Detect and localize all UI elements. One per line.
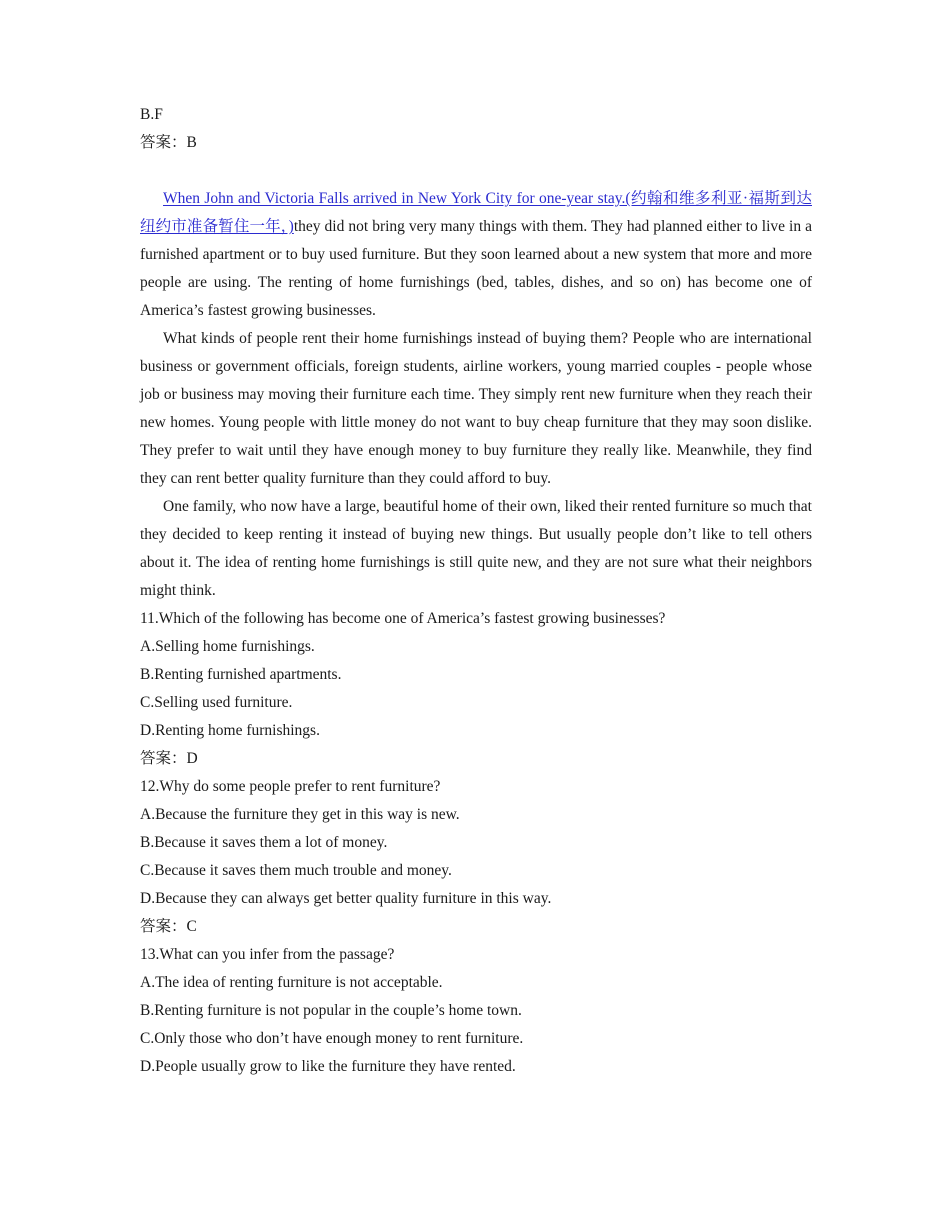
passage-paragraph-1 xyxy=(140,185,812,325)
option-a: A.Because the furniture they get in this way is new. xyxy=(140,806,460,823)
answer-key: 答案：C xyxy=(140,918,197,935)
option-c: C.Selling used furniture. xyxy=(140,694,293,711)
question-11 xyxy=(140,605,812,773)
option-b: B.Renting furniture is not popular in the couple’s home town. xyxy=(140,1002,522,1019)
passage-paragraph-3: One family, who now have a large, beautiful home of their own, liked their rented furniture so much that they decided to keep renting it instead of buying new things. But usually people don’t like to tell others about it. The idea of renting home furnishings is still quite new, and they are not sure what their neighbors might think. xyxy=(140,498,812,599)
option-a: A.The idea of renting furniture is not acceptable. xyxy=(140,974,443,991)
option-c: C.Because it saves them much trouble and money. xyxy=(140,862,452,879)
question-text: 12.Why do some people prefer to rent furniture? xyxy=(140,778,441,795)
question-text: 11.Which of the following has become one of America’s fastest growing businesses? xyxy=(140,610,666,627)
option-d: D.Because they can always get better quality furniture in this way. xyxy=(140,890,552,907)
option-b: B.Renting furnished apartments. xyxy=(140,666,342,683)
question-13 xyxy=(140,941,812,1081)
passage-paragraph-2: What kinds of people rent their home furnishings instead of buying them? People who are international business or government officials, foreign students, airline workers, young married couples - people whose job or business may moving their furniture each time. They simply rent new furniture when they reach their new homes. Young people with little money do not want to buy cheap furniture that they may soon dislike. They prefer to wait until they have enough money to buy furniture they really like. Meanwhile, they find they can rent better quality furniture than they could afford to buy. xyxy=(140,330,812,487)
question-12 xyxy=(140,773,812,941)
previous-option-b: B.F xyxy=(140,106,163,123)
option-d: D.People usually grow to like the furniture they have rented. xyxy=(140,1058,516,1075)
option-a: A.Selling home furnishings. xyxy=(140,638,315,655)
translation-note-link[interactable]: When John and Victoria Falls arrived in New York City for one-year stay.(约翰和维多利亚·福斯到达纽约市准备暂住一年，) xyxy=(140,190,812,235)
answer-key: 答案：D xyxy=(140,750,198,767)
previous-answer: 答案：B xyxy=(140,134,197,151)
passage-paragraph-1-text: they did not bring very many things with them. They had planned either to live in a furnished apartment or to buy used furniture. But they soon learned about a new system that more and more people are using. The renting of home furnishings (bed, tables, dishes, and so on) has become one of America’s fastest growing businesses. xyxy=(140,218,812,319)
document-page xyxy=(140,101,812,1081)
option-d: D.Renting home furnishings. xyxy=(140,722,320,739)
question-text: 13.What can you infer from the passage? xyxy=(140,946,395,963)
option-b: B.Because it saves them a lot of money. xyxy=(140,834,388,851)
option-c: C.Only those who don’t have enough money to rent furniture. xyxy=(140,1030,524,1047)
blank-line xyxy=(140,157,812,185)
